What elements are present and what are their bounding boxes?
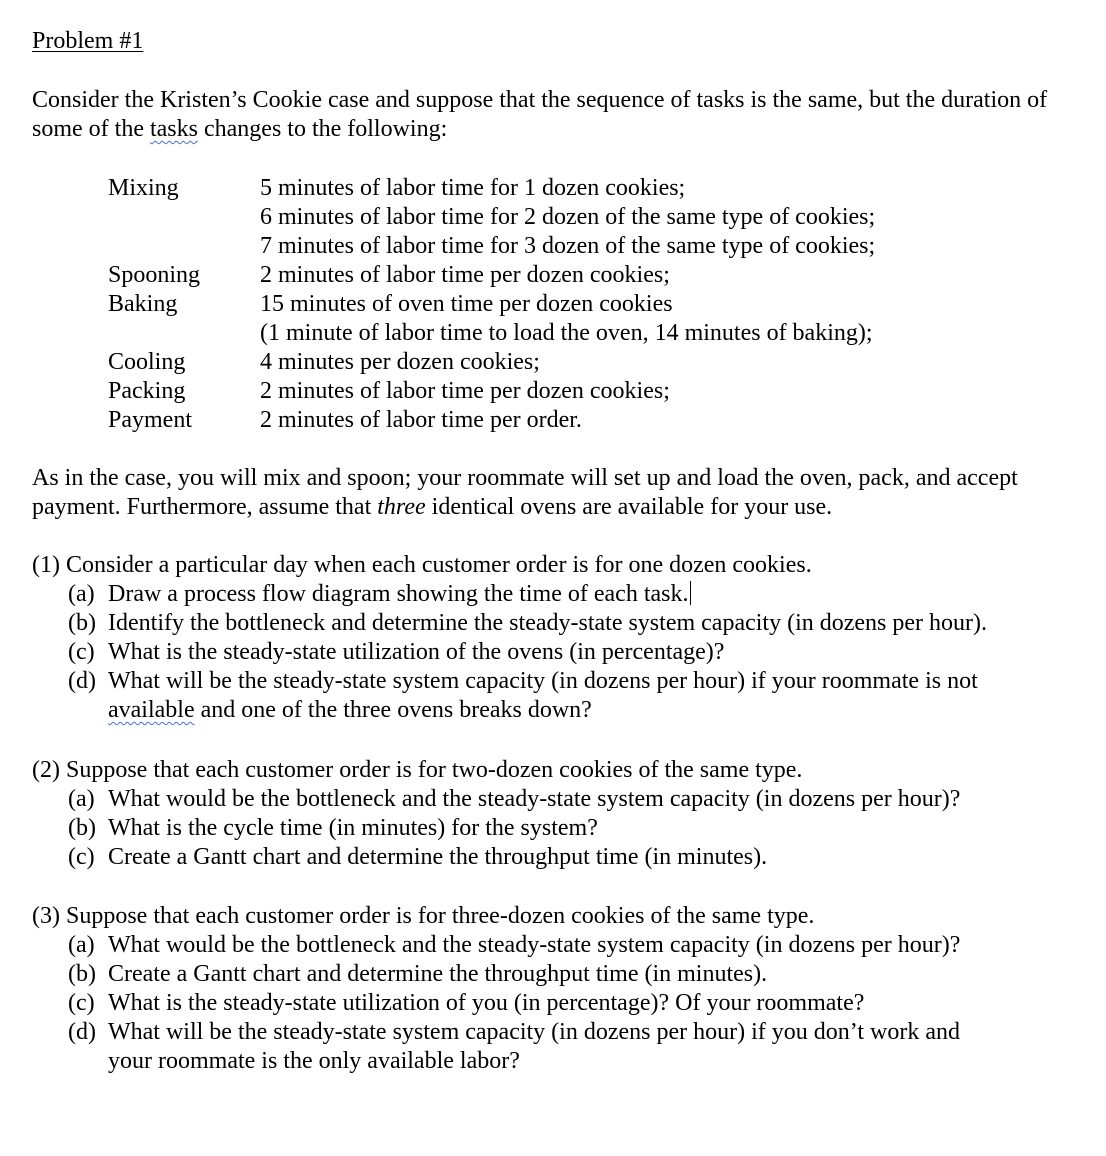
item-label: (c) <box>68 990 95 1016</box>
item-label: (d) <box>68 668 96 694</box>
task-row <box>108 377 875 406</box>
task-desc: 4 minutes per dozen cookies; <box>260 349 540 375</box>
task-desc: 15 minutes of oven time per dozen cookies <box>260 291 673 317</box>
para-text-2: identical ovens are available for your use. <box>425 494 833 520</box>
task-row <box>108 232 875 261</box>
question-1 <box>32 551 1082 725</box>
question-item <box>32 1018 1082 1076</box>
question-heading: (1) Consider a particular day when each customer order is for one dozen cookies. <box>32 552 812 578</box>
task-row <box>108 290 875 319</box>
item-label: (a) <box>68 786 95 812</box>
text-cursor <box>690 581 692 605</box>
question-heading: (2) Suppose that each customer order is for two-dozen cookies of the same type. <box>32 757 803 783</box>
item-text: What would be the bottleneck and the steady-state system capacity (in dozens per hour)? <box>108 786 961 812</box>
item-underlined-word: available <box>108 697 195 723</box>
assumptions-paragraph <box>32 464 1082 522</box>
task-desc: 7 minutes of labor time for 3 dozen of the same type of cookies; <box>260 233 876 259</box>
task-desc: (1 minute of labor time to load the oven, 14 minutes of baking); <box>260 320 873 346</box>
task-name: Mixing <box>108 175 179 201</box>
item-label: (d) <box>68 1019 96 1045</box>
item-text-continued: your roommate is the only available labor? <box>108 1048 520 1074</box>
task-name <box>108 232 260 261</box>
question-item <box>32 785 1082 814</box>
question-3 <box>32 902 1082 1076</box>
intro-text-2: changes to the following: <box>197 116 448 142</box>
item-text: Identify the bottleneck and determine the steady-state system capacity (in dozens per hour). <box>108 610 988 636</box>
item-text: What is the steady-state utilization of you (in percentage)? Of your roommate? <box>108 990 865 1016</box>
task-row <box>108 406 875 435</box>
question-item <box>32 667 1082 725</box>
question-2 <box>32 756 1082 872</box>
question-items <box>32 580 1082 725</box>
item-text: Draw a process flow diagram showing the time of each task. <box>108 581 689 607</box>
item-text: What would be the bottleneck and the steady-state system capacity (in dozens per hour)? <box>108 932 961 958</box>
question-items <box>32 785 1082 872</box>
task-name: Packing <box>108 378 186 404</box>
task-name <box>108 203 260 232</box>
task-row <box>108 174 875 203</box>
item-label: (c) <box>68 844 95 870</box>
item-text: Create a Gantt chart and determine the throughput time (in minutes). <box>108 844 768 870</box>
intro-underlined-word: tasks <box>149 116 198 142</box>
task-desc: 2 minutes of labor time per dozen cookies; <box>260 378 670 404</box>
item-text-continued: and one of the three ovens breaks down? <box>194 697 592 723</box>
question-items <box>32 931 1082 1076</box>
task-name <box>108 319 260 348</box>
item-text: What will be the steady-state system capacity (in dozens per hour) if you don’t work and <box>108 1019 960 1045</box>
question-item <box>32 989 1082 1018</box>
item-label: (b) <box>68 815 96 841</box>
intro-text-1: Consider the Kristen’s Cookie case and suppose that the sequence of tasks is the same, but the duration of some of the <box>32 87 1048 142</box>
question-item <box>32 638 1082 667</box>
item-label: (b) <box>68 610 96 636</box>
task-name: Cooling <box>108 349 186 375</box>
item-label: (a) <box>68 932 95 958</box>
question-item <box>32 931 1082 960</box>
question-item <box>32 960 1082 989</box>
task-row <box>108 261 875 290</box>
question-heading: (3) Suppose that each customer order is for three-dozen cookies of the same type. <box>32 903 815 929</box>
item-text: What will be the steady-state system capacity (in dozens per hour) if your roommate is not <box>108 668 978 694</box>
task-row <box>108 348 875 377</box>
task-desc: 5 minutes of labor time for 1 dozen cookies; <box>260 175 686 201</box>
item-label: (b) <box>68 961 96 987</box>
question-item <box>32 843 1082 872</box>
item-text: What is the cycle time (in minutes) for the system? <box>108 815 598 841</box>
task-row <box>108 203 875 232</box>
para-text-1: As in the case, you will mix and spoon; your roommate will set up and load the oven, pack, and accept payment. Furthermore, assume that <box>32 465 1018 520</box>
item-text: What is the steady-state utilization of the ovens (in percentage)? <box>108 639 725 665</box>
task-row <box>108 319 875 348</box>
question-item <box>32 609 1082 638</box>
item-label: (c) <box>68 639 95 665</box>
task-name: Spooning <box>108 262 201 288</box>
task-desc: 6 minutes of labor time for 2 dozen of the same type of cookies; <box>260 204 876 230</box>
item-text: Create a Gantt chart and determine the throughput time (in minutes). <box>108 961 768 987</box>
question-item <box>32 814 1082 843</box>
para-emphasis: three <box>377 494 426 520</box>
problem-title: Problem #1 <box>32 28 144 54</box>
task-desc: 2 minutes of labor time per dozen cookies; <box>260 262 670 288</box>
question-item <box>32 580 1082 609</box>
task-desc: 2 minutes of labor time per order. <box>260 407 582 433</box>
task-list <box>108 174 875 435</box>
item-label: (a) <box>68 581 95 607</box>
task-name: Baking <box>108 291 178 317</box>
intro-paragraph <box>32 86 1082 144</box>
task-name: Payment <box>108 407 192 433</box>
